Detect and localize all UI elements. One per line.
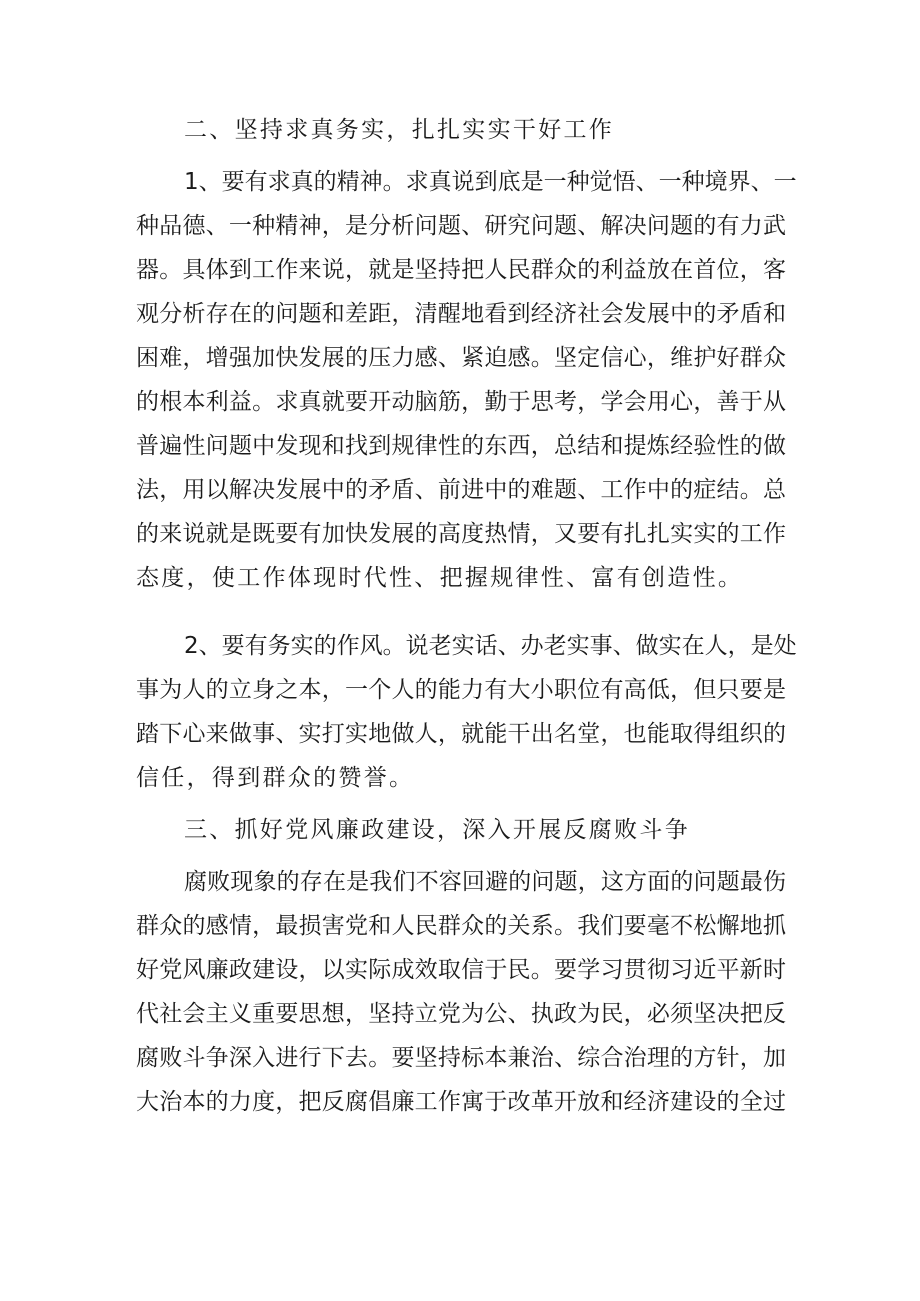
paragraph-1-line: 法，用以解决发展中的矛盾、前进中的难题、工作中的症结。总 bbox=[136, 477, 786, 503]
paragraph-1-line: 困难，增强加快发展的压力感、紧迫感。坚定信心，维护好群众 bbox=[136, 345, 786, 371]
section-heading-2: 二、坚持求真务实，扎扎实实干好工作 bbox=[184, 117, 615, 143]
paragraph-1-line: 1、要有求真的精神。求真说到底是一种觉悟、一种境界、一 bbox=[184, 169, 797, 195]
paragraph-3-line: 腐败斗争深入进行下去。要坚持标本兼治、综合治理的方针，加 bbox=[136, 1045, 786, 1071]
paragraph-1-line: 的根本利益。求真就要开动脑筋，勤于思考，学会用心，善于从 bbox=[136, 389, 786, 415]
paragraph-1-line: 态度，使工作体现时代性、把握规律性、富有创造性。 bbox=[136, 565, 744, 591]
paragraph-2-line: 信任，得到群众的赞誉。 bbox=[136, 765, 415, 791]
paragraph-2-line: 2、要有务实的作风。说老实话、办老实事、做实在人，是处 bbox=[184, 633, 797, 659]
paragraph-3-line: 腐败现象的存在是我们不容回避的问题，这方面的问题最伤 bbox=[184, 869, 786, 895]
paragraph-3-line: 好党风廉政建设，以实际成效取信于民。要学习贯彻习近平新时 bbox=[136, 957, 786, 983]
paragraph-2-line: 踏下心来做事、实打实地做人，就能干出名堂，也能取得组织的 bbox=[136, 721, 786, 747]
paragraph-1-line: 观分析存在的问题和差距，清醒地看到经济社会发展中的矛盾和 bbox=[136, 301, 786, 327]
paragraph-3-line: 大治本的力度，把反腐倡廉工作寓于改革开放和经济建设的全过 bbox=[136, 1089, 786, 1115]
section-heading-3: 三、抓好党风廉政建设，深入开展反腐败斗争 bbox=[184, 817, 690, 843]
paragraph-1-line: 的来说就是既要有加快发展的高度热情，又要有扎扎实实的工作 bbox=[136, 521, 786, 547]
paragraph-1-line: 器。具体到工作来说，就是坚持把人民群众的利益放在首位，客 bbox=[136, 257, 786, 283]
paragraph-2-line: 事为人的立身之本，一个人的能力有大小职位有高低，但只要是 bbox=[136, 677, 786, 703]
paragraph-3-line: 代社会主义重要思想，坚持立党为公、执政为民，必须坚决把反 bbox=[136, 1001, 786, 1027]
paragraph-1-line: 普遍性问题中发现和找到规律性的东西，总结和提炼经验性的做 bbox=[136, 433, 786, 459]
paragraph-1-line: 种品德、一种精神，是分析问题、研究问题、解决问题的有力武 bbox=[136, 213, 786, 239]
paragraph-3-line: 群众的感情，最损害党和人民群众的关系。我们要毫不松懈地抓 bbox=[136, 913, 786, 939]
